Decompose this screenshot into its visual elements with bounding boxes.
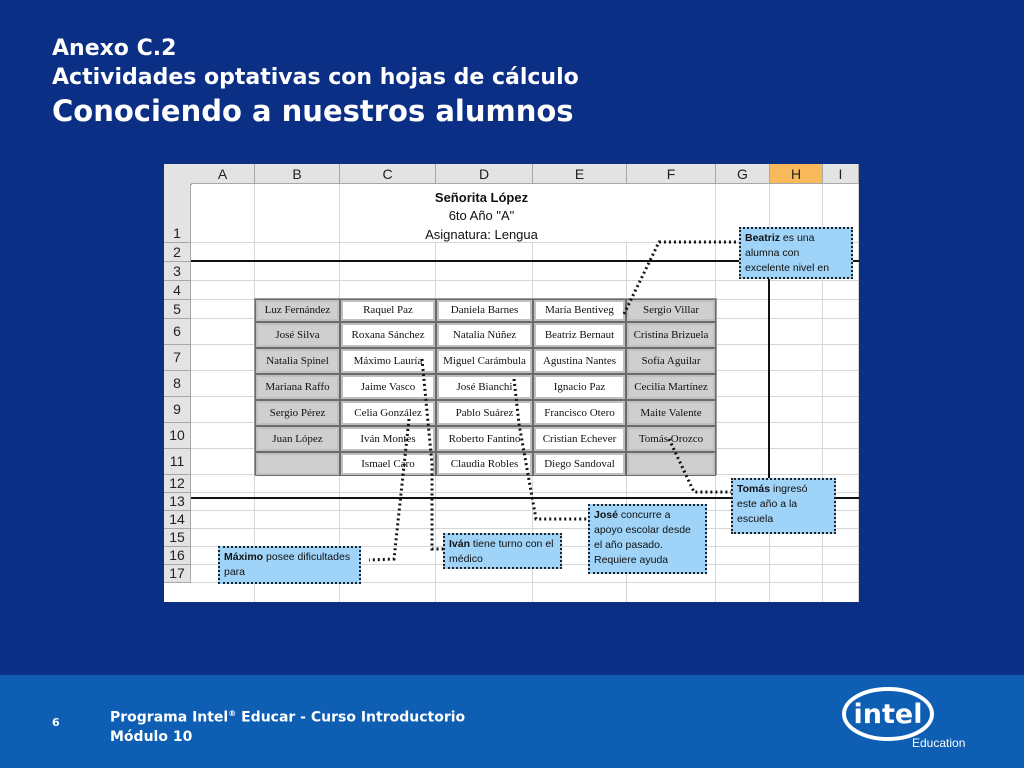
note-ivan: Iván tiene turno con el médico bbox=[443, 533, 562, 569]
row-header-9: 9 bbox=[164, 397, 191, 423]
student-cell: José Bianchi bbox=[437, 375, 532, 399]
student-cell: Sergio Villar bbox=[627, 300, 715, 321]
column-header-h: H bbox=[770, 164, 823, 184]
callout-line-beatriz bbox=[624, 242, 739, 314]
student-cell: María Bentiveg bbox=[534, 300, 625, 321]
student-cell: Natalia Núñez bbox=[437, 323, 532, 347]
student-cell: Sergio Pérez bbox=[256, 401, 339, 425]
student-cell: Agustina Nantes bbox=[534, 349, 625, 373]
intel-logo bbox=[842, 684, 937, 744]
student-cell: Diego Sandoval bbox=[534, 453, 625, 475]
row-header-10: 10 bbox=[164, 423, 191, 449]
column-header-b: B bbox=[255, 164, 340, 184]
row-header-15: 15 bbox=[164, 529, 191, 547]
note-maximo: Máximo posee dificultades para bbox=[218, 546, 361, 584]
spreadsheet-screenshot bbox=[164, 164, 859, 602]
callout-line-maximo bbox=[369, 419, 409, 560]
row-header-3: 3 bbox=[164, 262, 191, 281]
sheet-teacher: Señorita López bbox=[434, 190, 529, 205]
row-header-17: 17 bbox=[164, 565, 191, 583]
student-cell: Cristina Brizuela bbox=[627, 323, 715, 347]
row-header-7: 7 bbox=[164, 345, 191, 371]
student-cell: José Silva bbox=[256, 323, 339, 347]
row-header-8: 8 bbox=[164, 371, 191, 397]
student-cell: Pablo Suárez bbox=[437, 401, 532, 425]
student-cell: Máximo Lauría bbox=[341, 349, 435, 373]
student-cell: Roxana Sánchez bbox=[341, 323, 435, 347]
row-header-13: 13 bbox=[164, 493, 191, 511]
column-header-c: C bbox=[340, 164, 436, 184]
row-header-6: 6 bbox=[164, 319, 191, 345]
sheet-subject: Asignatura: Lengua bbox=[425, 227, 538, 242]
student-cell: Juan López bbox=[256, 427, 339, 451]
column-header-i: I bbox=[823, 164, 859, 184]
column-header-a: A bbox=[191, 164, 255, 184]
student-cell: Natalia Spinel bbox=[256, 349, 339, 373]
row-header-1: 1 bbox=[164, 184, 191, 243]
title-main: Conociendo a nuestros alumnos bbox=[52, 94, 574, 128]
student-cell: Beatriz Bernaut bbox=[534, 323, 625, 347]
student-cell: Maite Valente bbox=[627, 401, 715, 425]
student-cell: Tomás Orozco bbox=[627, 427, 715, 451]
student-cell: Ignacio Paz bbox=[534, 375, 625, 399]
slide-title bbox=[52, 34, 579, 130]
column-header-g: G bbox=[716, 164, 770, 184]
student-cell: Roberto Fantino bbox=[437, 427, 532, 451]
row-header-11: 11 bbox=[164, 449, 191, 475]
student-cell: Luz Fernández bbox=[256, 300, 339, 321]
callout-line-jose bbox=[514, 379, 589, 519]
row-header-16: 16 bbox=[164, 547, 191, 565]
title-annex: Anexo C.2 bbox=[52, 36, 177, 61]
callout-line-ivan bbox=[422, 359, 444, 549]
sheet-grade: 6to Año "A" bbox=[448, 208, 515, 223]
student-cell: Ismael Caro bbox=[341, 453, 435, 475]
note-tomas: Tomás ingresó este año a la escuela bbox=[731, 478, 836, 534]
row-header-4: 4 bbox=[164, 281, 191, 300]
student-cell: Daniela Barnes bbox=[437, 300, 532, 321]
student-cell: Claudia Robles bbox=[437, 453, 532, 475]
student-cell: Iván Montes bbox=[341, 427, 435, 451]
footer-text: Programa Intel® Educar - Curso Introductorio Módulo 10 bbox=[110, 709, 466, 745]
row-header-2: 2 bbox=[164, 243, 191, 262]
row-header-14: 14 bbox=[164, 511, 191, 529]
student-cell: Cristian Echever bbox=[534, 427, 625, 451]
student-cell: Raquel Paz bbox=[341, 300, 435, 321]
student-cell: Cecilia Martínez bbox=[627, 375, 715, 399]
student-cell: Sofía Aguilar bbox=[627, 349, 715, 373]
svg-text:intel: intel bbox=[853, 699, 923, 730]
row-header-12: 12 bbox=[164, 475, 191, 493]
column-header-e: E bbox=[533, 164, 627, 184]
student-cell: Celia González bbox=[341, 401, 435, 425]
student-cell: Jaime Vasco bbox=[341, 375, 435, 399]
row-header-5: 5 bbox=[164, 300, 191, 319]
note-jose: José concurre a apoyo escolar desde el año pasado. Requiere ayuda bbox=[588, 504, 707, 574]
title-subtitle: Actividades optativas con hojas de cálculo bbox=[52, 65, 579, 90]
page-number: 6 bbox=[52, 716, 60, 729]
student-cell: Francisco Otero bbox=[534, 401, 625, 425]
student-cell: Mariana Raffo bbox=[256, 375, 339, 399]
note-beatriz: Beatriz es una alumna con excelente nivel en bbox=[739, 227, 853, 279]
column-header-d: D bbox=[436, 164, 533, 184]
callout-line-tomas bbox=[669, 439, 732, 492]
student-cell: Miguel Carámbula bbox=[437, 349, 532, 373]
intel-education-label: Education bbox=[912, 736, 966, 750]
column-header-f: F bbox=[627, 164, 716, 184]
